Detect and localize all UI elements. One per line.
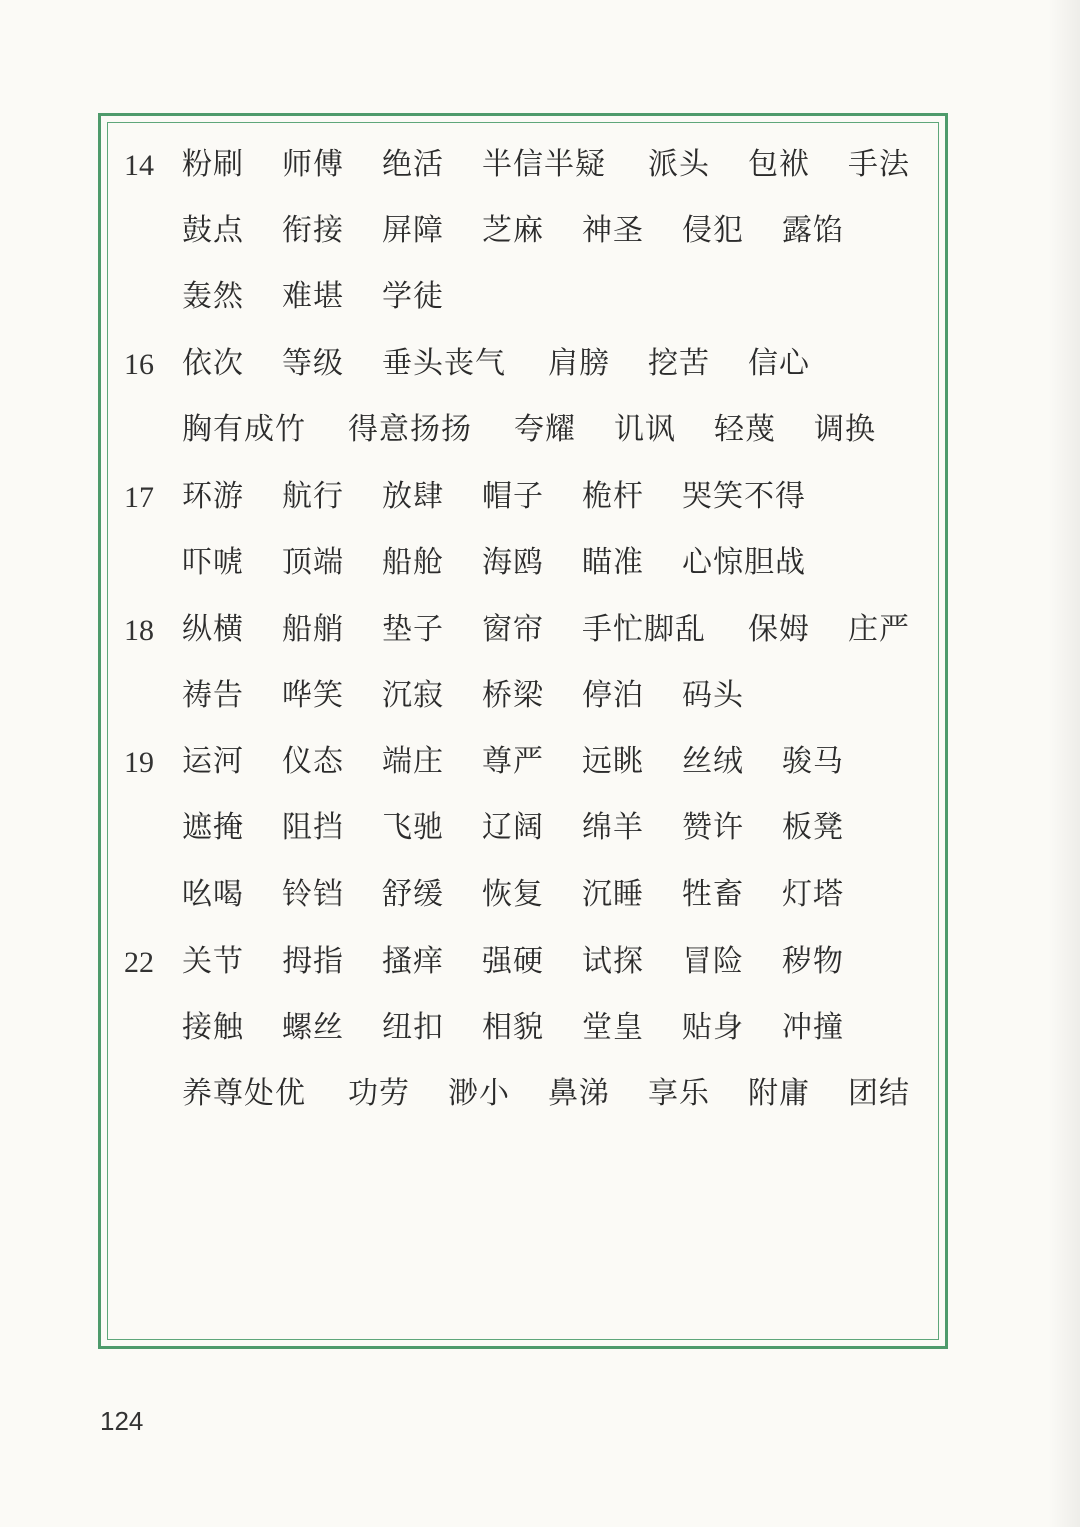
vocabulary-word: 得意扬扬 [348, 412, 472, 447]
vocabulary-word: 鼓点 [182, 213, 244, 248]
vocabulary-word: 渺小 [448, 1076, 510, 1111]
vocabulary-line [0, 1003, 1080, 1053]
vocabulary-word: 团结 [848, 1076, 910, 1111]
vocabulary-line [0, 140, 1080, 190]
vocabulary-word: 阻挡 [282, 810, 344, 845]
vocabulary-word: 肩膀 [548, 346, 610, 381]
vocabulary-word: 飞驰 [382, 810, 444, 845]
vocabulary-word: 板凳 [782, 810, 844, 845]
vocabulary-word: 顶端 [282, 545, 344, 580]
vocabulary-word: 堂皇 [582, 1010, 644, 1045]
vocabulary-word: 冲撞 [782, 1010, 844, 1045]
vocabulary-word: 冒险 [682, 944, 744, 979]
vocabulary-word: 瞄准 [582, 545, 644, 580]
vocabulary-word: 桅杆 [582, 479, 644, 514]
vocabulary-word: 螺丝 [282, 1010, 344, 1045]
vocabulary-word: 祷告 [182, 678, 244, 713]
vocabulary-word: 吓唬 [182, 545, 244, 580]
vocabulary-word: 神圣 [582, 213, 644, 248]
vocabulary-line [0, 472, 1080, 522]
vocabulary-line [0, 206, 1080, 256]
vocabulary-word: 轰然 [182, 279, 244, 314]
vocabulary-word: 端庄 [382, 744, 444, 779]
vocabulary-word: 贴身 [682, 1010, 744, 1045]
vocabulary-word: 半信半疑 [482, 147, 606, 182]
vocabulary-word: 牲畜 [682, 877, 744, 912]
vocabulary-word: 附庸 [748, 1076, 810, 1111]
vocabulary-word: 绝活 [382, 147, 444, 182]
vocabulary-word: 遮掩 [182, 810, 244, 845]
vocabulary-word: 调换 [814, 412, 876, 447]
vocabulary-word: 环游 [182, 479, 244, 514]
lesson-number: 18 [124, 614, 154, 647]
vocabulary-word: 屏障 [382, 213, 444, 248]
vocabulary-line [0, 671, 1080, 721]
vocabulary-word: 功劳 [348, 1076, 410, 1111]
vocabulary-line [0, 339, 1080, 389]
vocabulary-word: 哭笑不得 [682, 479, 806, 514]
vocabulary-word: 哗笑 [282, 678, 344, 713]
vocabulary-word: 胸有成竹 [182, 412, 306, 447]
vocabulary-line [0, 1069, 1080, 1119]
vocabulary-word: 垫子 [382, 612, 444, 647]
vocabulary-word: 远眺 [582, 744, 644, 779]
vocabulary-word: 讥讽 [614, 412, 676, 447]
vocabulary-word: 夸耀 [514, 412, 576, 447]
vocabulary-word: 窗帘 [482, 612, 544, 647]
vocabulary-word: 停泊 [582, 678, 644, 713]
vocabulary-word: 相貌 [482, 1010, 544, 1045]
vocabulary-word: 关节 [182, 944, 244, 979]
vocabulary-word: 绵羊 [582, 810, 644, 845]
vocabulary-line [0, 605, 1080, 655]
vocabulary-word: 衔接 [282, 213, 344, 248]
vocabulary-word: 纵横 [182, 612, 244, 647]
vocabulary-word: 恢复 [482, 877, 544, 912]
vocabulary-word: 秽物 [782, 944, 844, 979]
vocabulary-word: 轻蔑 [714, 412, 776, 447]
lesson-number: 16 [124, 348, 154, 381]
vocabulary-word: 运河 [182, 744, 244, 779]
vocabulary-word: 赞许 [682, 810, 744, 845]
vocabulary-word: 派头 [648, 147, 710, 182]
vocabulary-word: 包袱 [748, 147, 810, 182]
vocabulary-word: 鼻涕 [548, 1076, 610, 1111]
vocabulary-word: 庄严 [848, 612, 910, 647]
vocabulary-word: 纽扣 [382, 1010, 444, 1045]
vocabulary-word: 粉刷 [182, 147, 244, 182]
page-number: 124 [100, 1406, 144, 1436]
vocabulary-word: 舒缓 [382, 877, 444, 912]
vocabulary-word: 等级 [282, 346, 344, 381]
vocabulary-word: 试探 [582, 944, 644, 979]
vocabulary-word: 学徒 [382, 279, 444, 314]
vocabulary-line [0, 405, 1080, 455]
vocabulary-word: 码头 [682, 678, 744, 713]
vocabulary-word: 芝麻 [482, 213, 544, 248]
vocabulary-word: 海鸥 [482, 545, 544, 580]
vocabulary-line [0, 803, 1080, 853]
vocabulary-word: 保姆 [748, 612, 810, 647]
vocabulary-word: 骏马 [782, 744, 844, 779]
vocabulary-word: 养尊处优 [182, 1076, 306, 1111]
vocabulary-word: 尊严 [482, 744, 544, 779]
vocabulary-word: 享乐 [648, 1076, 710, 1111]
vocabulary-word: 搔痒 [382, 944, 444, 979]
vocabulary-word: 手法 [848, 147, 910, 182]
vocabulary-word: 放肆 [382, 479, 444, 514]
vocabulary-word: 心惊胆战 [682, 545, 806, 580]
vocabulary-word: 灯塔 [782, 877, 844, 912]
lesson-number: 14 [124, 149, 154, 182]
vocabulary-word: 丝绒 [682, 744, 744, 779]
vocabulary-line [0, 937, 1080, 987]
vocabulary-word: 强硬 [482, 944, 544, 979]
vocabulary-line [0, 737, 1080, 787]
vocabulary-word: 挖苦 [648, 346, 710, 381]
vocabulary-word: 辽阔 [482, 810, 544, 845]
vocabulary-line [0, 272, 1080, 322]
vocabulary-word: 沉寂 [382, 678, 444, 713]
lesson-number: 17 [124, 481, 154, 514]
vocabulary-word: 信心 [748, 346, 810, 381]
lesson-number: 22 [124, 946, 154, 979]
vocabulary-word: 航行 [282, 479, 344, 514]
vocabulary-word: 船艄 [282, 612, 344, 647]
vocabulary-word: 铃铛 [282, 877, 344, 912]
vocabulary-word: 吆喝 [182, 877, 244, 912]
lesson-number: 19 [124, 746, 154, 779]
vocabulary-word: 师傅 [282, 147, 344, 182]
vocabulary-line [0, 538, 1080, 588]
vocabulary-word: 垂头丧气 [382, 346, 506, 381]
vocabulary-line [0, 870, 1080, 920]
vocabulary-word: 难堪 [282, 279, 344, 314]
vocabulary-word: 沉睡 [582, 877, 644, 912]
vocabulary-word: 依次 [182, 346, 244, 381]
vocabulary-word: 露馅 [782, 213, 844, 248]
vocabulary-word: 手忙脚乱 [582, 612, 706, 647]
vocabulary-word: 船舱 [382, 545, 444, 580]
vocabulary-word: 侵犯 [682, 213, 744, 248]
vocabulary-word: 帽子 [482, 479, 544, 514]
vocabulary-word: 仪态 [282, 744, 344, 779]
vocabulary-word: 桥梁 [482, 678, 544, 713]
vocabulary-word: 拇指 [282, 944, 344, 979]
vocabulary-word: 接触 [182, 1010, 244, 1045]
